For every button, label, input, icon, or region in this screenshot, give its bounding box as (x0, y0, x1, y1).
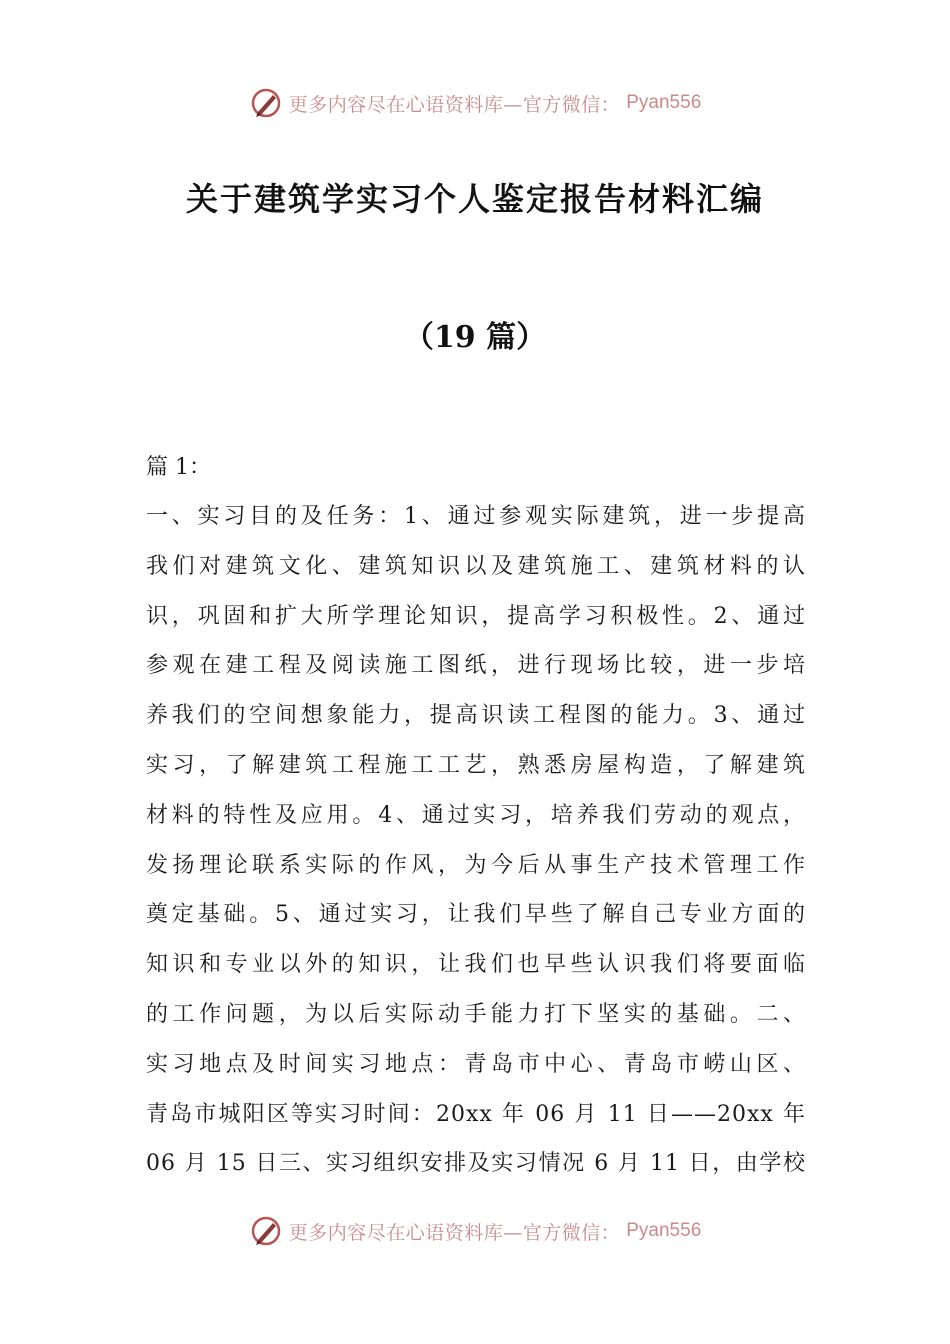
body-line: 实习，了解建筑工程施工工艺，熟悉房屋构造，了解建筑 (146, 752, 806, 778)
document-subtitle: （19 篇） (403, 320, 547, 355)
body-line: 实习地点及时间实习地点：青岛市中心、青岛市崂山区、 (146, 1051, 806, 1077)
pen-circle-logo-icon (249, 1214, 283, 1248)
footer-banner (0, 1211, 950, 1251)
section-label: 篇 1： (146, 455, 211, 480)
body-line: 材料的特性及应用。4、通过实习，培养我们劳动的观点， (146, 802, 806, 828)
header-banner (0, 83, 950, 123)
body-line: 识，巩固和扩大所学理论知识，提高学习积极性。2、通过 (146, 603, 806, 629)
footer-wechat-id: Pyan556 (626, 1220, 702, 1241)
body-line: 一、实习目的及任务：1、通过参观实际建筑，进一步提高 (146, 504, 806, 529)
pen-circle-logo-icon (249, 86, 283, 120)
document-title: 关于建筑学实习个人鉴定报告材料汇编 (185, 180, 764, 218)
body-line: 发扬理论联系实际的作风，为今后从事生产技术管理工作 (146, 852, 806, 878)
body-line: 奠定基础。5、通过实习，让我们早些了解自己专业方面的 (146, 902, 806, 928)
body-line: 知识和专业以外的知识，让我们也早些认识我们将要面临 (146, 952, 806, 978)
header-wechat-id: Pyan556 (626, 92, 702, 113)
body-line: 青岛市城阳区等实习时间：20xx 年 06 月 11 日——20xx 年 (146, 1101, 806, 1127)
body-line: 06 月 15 日三、实习组织安排及实习情况 6 月 11 日，由学校 (146, 1151, 806, 1177)
body-line: 我们对建筑文化、建筑知识以及建筑施工、建筑材料的认 (146, 553, 806, 579)
body-line: 参观在建工程及阅读施工图纸，进行现场比较，进一步培 (146, 653, 806, 679)
footer-banner-text: 更多内容尽在心语资料库—官方微信： (288, 1221, 621, 1244)
body-text (146, 497, 806, 1194)
body-line: 的工作问题，为以后实际动手能力打下坚实的基础。二、 (146, 1001, 806, 1027)
header-banner-text: 更多内容尽在心语资料库—官方微信： (288, 93, 621, 116)
body-line: 养我们的空间想象能力，提高识读工程图的能力。3、通过 (146, 703, 806, 729)
